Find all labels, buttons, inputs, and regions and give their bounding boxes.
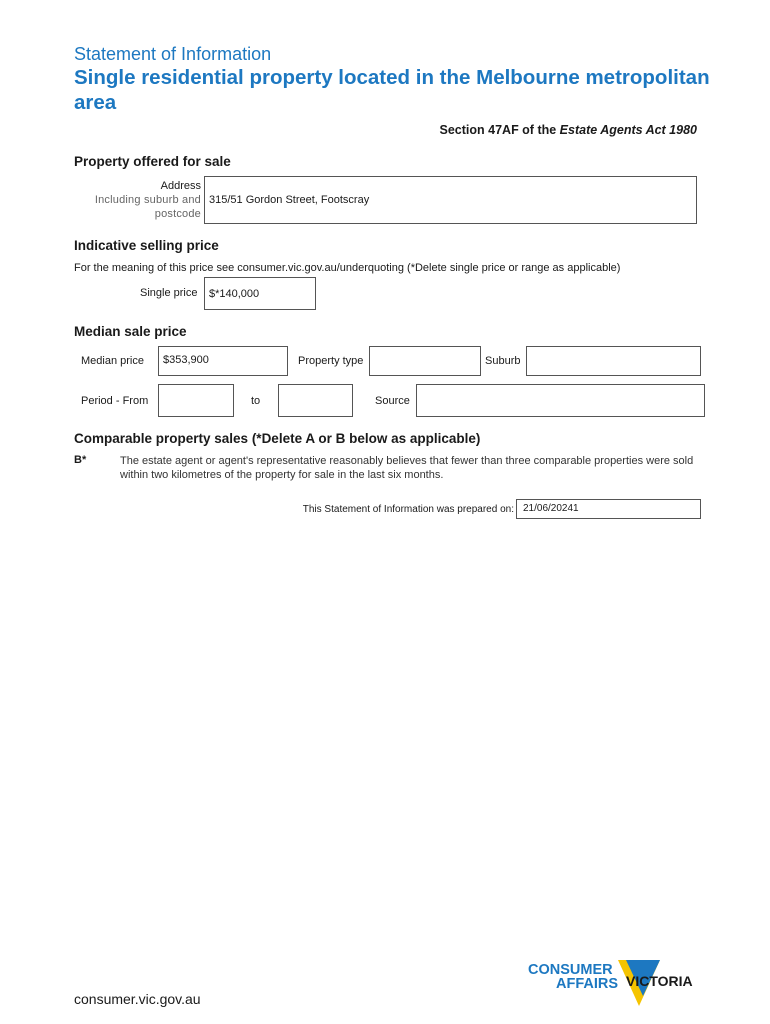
to-label: to — [251, 395, 261, 407]
address-field[interactable]: 315/51 Gordon Street, Footscray — [204, 176, 697, 224]
document-title: Statement of Information — [74, 44, 272, 64]
comparable-statement: The estate agent or agent's representative reasonably believes that fewer than three comparable properties were sold within two kilometres of the property for sale in the last six months. — [120, 455, 694, 481]
act-reference — [440, 123, 697, 137]
logo-line1: CONSUMER — [528, 962, 613, 978]
document-heading: Single residential property located in the Melbourne metropolitan area — [74, 66, 710, 114]
median-price-field[interactable]: $353,900 — [158, 346, 288, 376]
act-prefix: Section 47AF of the — [439, 123, 560, 137]
source-label: Source — [375, 395, 410, 407]
logo-line3: VICTORIA — [626, 973, 693, 989]
address-label-line1: Address — [160, 180, 201, 192]
source-field[interactable] — [416, 384, 705, 417]
period-from-label: Period - From — [81, 395, 149, 407]
act-name: Estate Agents Act 1980 — [559, 123, 697, 137]
section-title-median: Median sale price — [74, 324, 187, 339]
logo-line2: AFFAIRS — [556, 976, 619, 992]
section-title-indicative: Indicative selling price — [74, 238, 219, 253]
property-type-label: Property type — [298, 355, 364, 367]
suburb-field[interactable] — [526, 346, 701, 376]
option-marker: B* — [74, 454, 87, 466]
logo-graphic — [526, 958, 706, 1010]
period-from-field[interactable] — [158, 384, 234, 417]
address-label-line3: postcode — [154, 208, 201, 220]
single-price-field[interactable]: $*140,000 — [204, 277, 316, 310]
consumer-affairs-victoria-logo — [526, 958, 706, 1010]
section-title-property: Property offered for sale — [74, 154, 231, 169]
footer-website: consumer.vic.gov.au — [74, 991, 201, 1007]
prepared-date-field[interactable]: 21/06/20241 — [516, 499, 701, 519]
median-price-label: Median price — [81, 355, 144, 367]
section-title-comparable: Comparable property sales (*Delete A or B below as applicable) — [74, 431, 481, 446]
address-label-line2: Including suburb and — [94, 194, 201, 206]
prepared-on-label: This Statement of Information was prepared on: — [302, 504, 514, 515]
single-price-label: Single price — [140, 287, 198, 299]
period-to-field[interactable] — [278, 384, 353, 417]
property-type-field[interactable] — [369, 346, 481, 376]
suburb-label: Suburb — [485, 355, 521, 367]
indicative-note: For the meaning of this price see consumer.vic.gov.au/underquoting (*Delete single price or range as applicable) — [74, 262, 621, 274]
address-label — [74, 179, 201, 221]
